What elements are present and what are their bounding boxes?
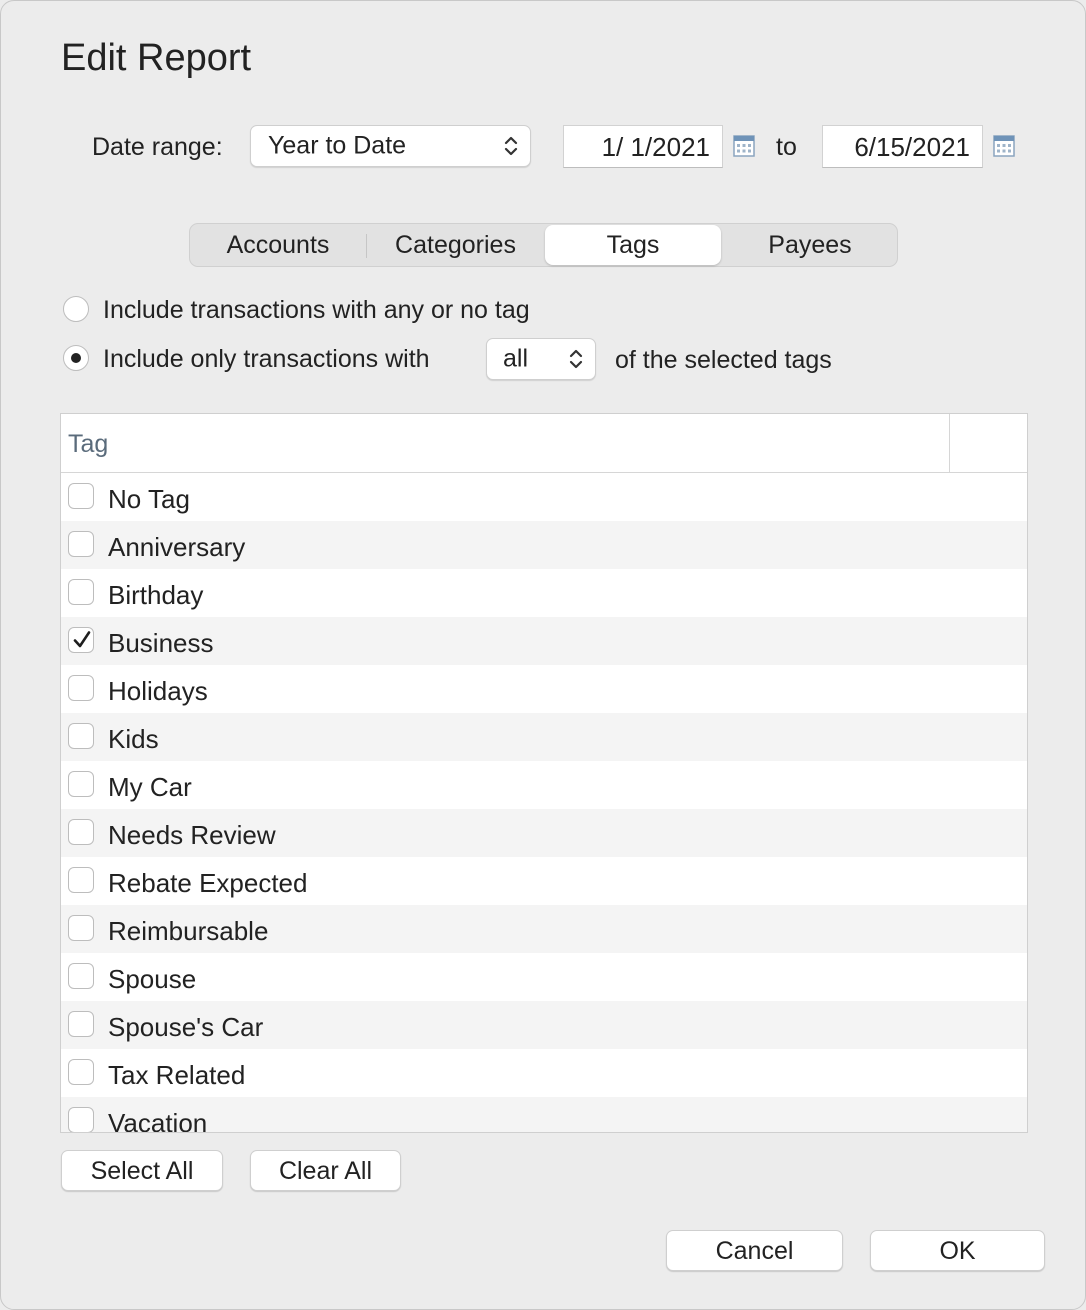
ok-button[interactable]: OK: [870, 1230, 1045, 1271]
match-mode-popup[interactable]: [486, 338, 596, 380]
radio-only-tags[interactable]: [63, 345, 89, 371]
table-row[interactable]: [61, 905, 1027, 953]
table-row[interactable]: [61, 473, 1027, 521]
table-row[interactable]: [61, 713, 1027, 761]
tag-label: My Car: [108, 772, 192, 802]
updown-chevron-icon: [504, 134, 518, 158]
tag-label: Vacation: [108, 1108, 208, 1133]
radio-any-tag-label: Include transactions with any or no tag: [103, 296, 530, 324]
selected-tags-suffix: of the selected tags: [615, 346, 832, 374]
tag-label: Business: [108, 628, 214, 658]
section-tabs: [189, 223, 898, 267]
tag-checkbox[interactable]: [68, 531, 94, 557]
tag-label: Spouse's Car: [108, 1012, 264, 1042]
tag-label: Anniversary: [108, 532, 246, 562]
table-row[interactable]: [61, 809, 1027, 857]
tag-label: Needs Review: [108, 820, 276, 850]
cancel-button[interactable]: Cancel: [666, 1230, 843, 1271]
tag-checkbox[interactable]: [68, 1107, 94, 1133]
date-range-label: Date range:: [92, 133, 223, 161]
table-row[interactable]: [61, 761, 1027, 809]
tag-label: Spouse: [108, 964, 197, 994]
column-header-tag[interactable]: Tag: [68, 430, 109, 458]
tag-checkbox[interactable]: [68, 963, 94, 989]
checkmark-icon: [71, 629, 93, 651]
tag-label: Kids: [108, 724, 159, 754]
tag-checkbox[interactable]: [68, 723, 94, 749]
tab-tags[interactable]: Tags: [545, 225, 721, 265]
radio-any-tag[interactable]: [63, 296, 89, 322]
tag-checkbox[interactable]: [68, 627, 94, 653]
tab-payees[interactable]: Payees: [768, 231, 852, 259]
table-row[interactable]: [61, 1001, 1027, 1049]
table-row[interactable]: [61, 1097, 1027, 1133]
tags-table: [60, 413, 1028, 1133]
updown-chevron-icon: [569, 347, 583, 371]
table-row[interactable]: [61, 1049, 1027, 1097]
start-calendar-icon[interactable]: [733, 133, 755, 157]
tag-checkbox[interactable]: [68, 915, 94, 941]
tag-label: Reimbursable: [108, 916, 269, 946]
tag-checkbox[interactable]: [68, 1011, 94, 1037]
clear-all-button[interactable]: Clear All: [250, 1150, 401, 1191]
dialog-title: Edit Report: [61, 37, 252, 79]
tag-checkbox[interactable]: [68, 579, 94, 605]
match-mode-value: all: [503, 344, 529, 373]
tag-label: Holidays: [108, 676, 208, 706]
table-header: [61, 414, 1027, 473]
date-range-popup[interactable]: [250, 125, 531, 167]
tag-checkbox[interactable]: [68, 867, 94, 893]
date-range-value: Year to Date: [268, 131, 407, 160]
column-separator: [949, 414, 950, 472]
tag-label: Tax Related: [108, 1060, 246, 1090]
table-row[interactable]: [61, 953, 1027, 1001]
tag-checkbox[interactable]: [68, 771, 94, 797]
end-calendar-icon[interactable]: [993, 133, 1015, 157]
end-date-field[interactable]: 6/15/2021: [822, 125, 983, 168]
tag-label: Rebate Expected: [108, 868, 308, 898]
tag-checkbox[interactable]: [68, 483, 94, 509]
tab-accounts[interactable]: Accounts: [226, 231, 330, 259]
table-row[interactable]: [61, 665, 1027, 713]
tag-checkbox[interactable]: [68, 819, 94, 845]
tag-label: No Tag: [108, 484, 190, 514]
select-all-button[interactable]: Select All: [61, 1150, 223, 1191]
radio-only-tags-label: Include only transactions with: [103, 345, 430, 373]
tab-categories[interactable]: Categories: [395, 231, 516, 259]
tag-checkbox[interactable]: [68, 1059, 94, 1085]
table-row[interactable]: [61, 521, 1027, 569]
start-date-field[interactable]: 1/ 1/2021: [563, 125, 723, 168]
table-row[interactable]: [61, 569, 1027, 617]
tags-list: [61, 473, 1027, 1133]
to-label: to: [776, 133, 797, 161]
table-row[interactable]: [61, 857, 1027, 905]
tag-label: Birthday: [108, 580, 204, 610]
table-row[interactable]: [61, 617, 1027, 665]
tag-checkbox[interactable]: [68, 675, 94, 701]
